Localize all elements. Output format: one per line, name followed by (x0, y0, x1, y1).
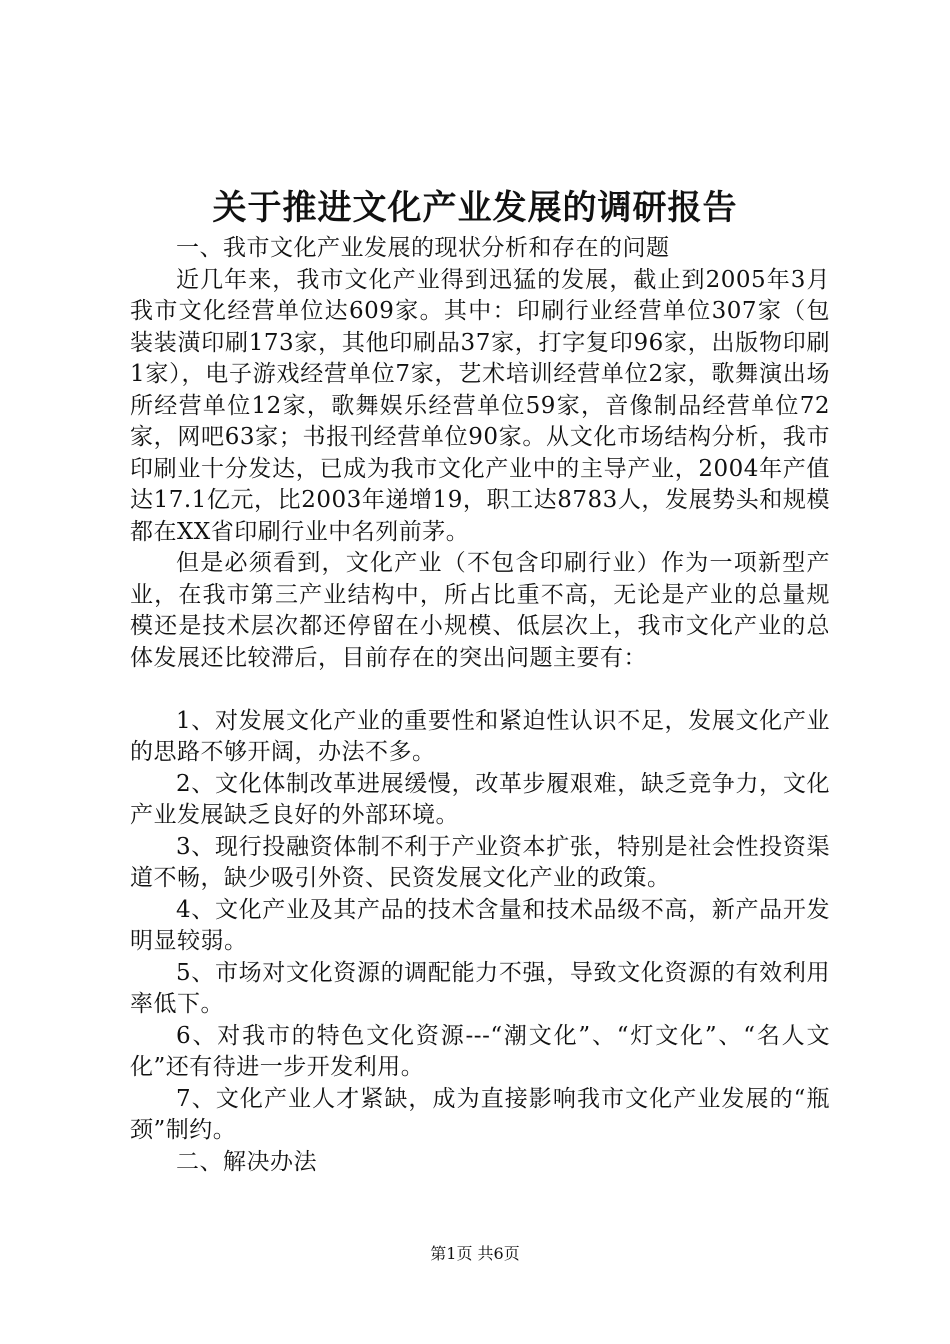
document-body (130, 233, 830, 1178)
paragraph-problems-intro: 但是必须看到，文化产业（不包含印刷行业）作为一项新型产业，在我市第三产业结构中，所占比重不高，无论是产业的总量规模还是技术层次都还停留在小规模、低层次上，我市文化产业的总体发展还比较滞后，目前存在的突出问题主要有： (130, 550, 830, 671)
section-heading-1: 一、我市文化产业发展的现状分析和存在的问题 (176, 235, 670, 261)
problem-item-7: 7、文化产业人才紧缺，成为直接影响我市文化产业发展的“瓶颈”制约。 (130, 1085, 830, 1143)
problem-item-5: 5、市场对文化资源的调配能力不强，导致文化资源的有效利用率低下。 (130, 959, 830, 1017)
document-title: 关于推进文化产业发展的调研报告 (212, 188, 738, 228)
problem-item-4: 4、文化产业及其产品的技术含量和技术品级不高，新产品开发明显较弱。 (130, 896, 830, 954)
section-heading-2: 二、解决办法 (176, 1148, 317, 1175)
problem-item-6: 6、对我市的特色文化资源---“潮文化”、“灯文化”、“名人文化”还有待进一步开发利用。 (130, 1022, 830, 1080)
page-footer: 第1页 共6页 (430, 1244, 520, 1263)
problem-item-3: 3、现行投融资体制不利于产业资本扩张，特别是社会性投资渠道不畅，缺少吸引外资、民资发展文化产业的政策。 (130, 833, 830, 891)
problem-item-2: 2、文化体制改革进展缓慢，改革步履艰难，缺乏竞争力，文化产业发展缺乏良好的外部环境。 (130, 770, 830, 828)
problem-item-1: 1、对发展文化产业的重要性和紧迫性认识不足，发展文化产业的思路不够开阔，办法不多。 (130, 707, 830, 765)
paragraph-status: 近几年来，我市文化产业得到迅猛的发展，截止到2005年3月我市文化经营单位达609家。其中：印刷行业经营单位307家（包装装潢印刷173家，其他印刷品37家，打字复印96家，出版物印刷1家），电子游戏经营单位7家，艺术培训经营单位2家，歌舞演出场所经营单位12家，歌舞娱乐经营单位59家，音像制品经营单位72家，网吧63家；书报刊经营单位90家。从文化市场结构分析，我市印刷业十分发达，已成为我市文化产业中的主导产业，2004年产值达17.1亿元，比2003年递增19，职工达8783人，发展势头和规模都在XX省印刷行业中名列前茅。 (130, 266, 830, 545)
